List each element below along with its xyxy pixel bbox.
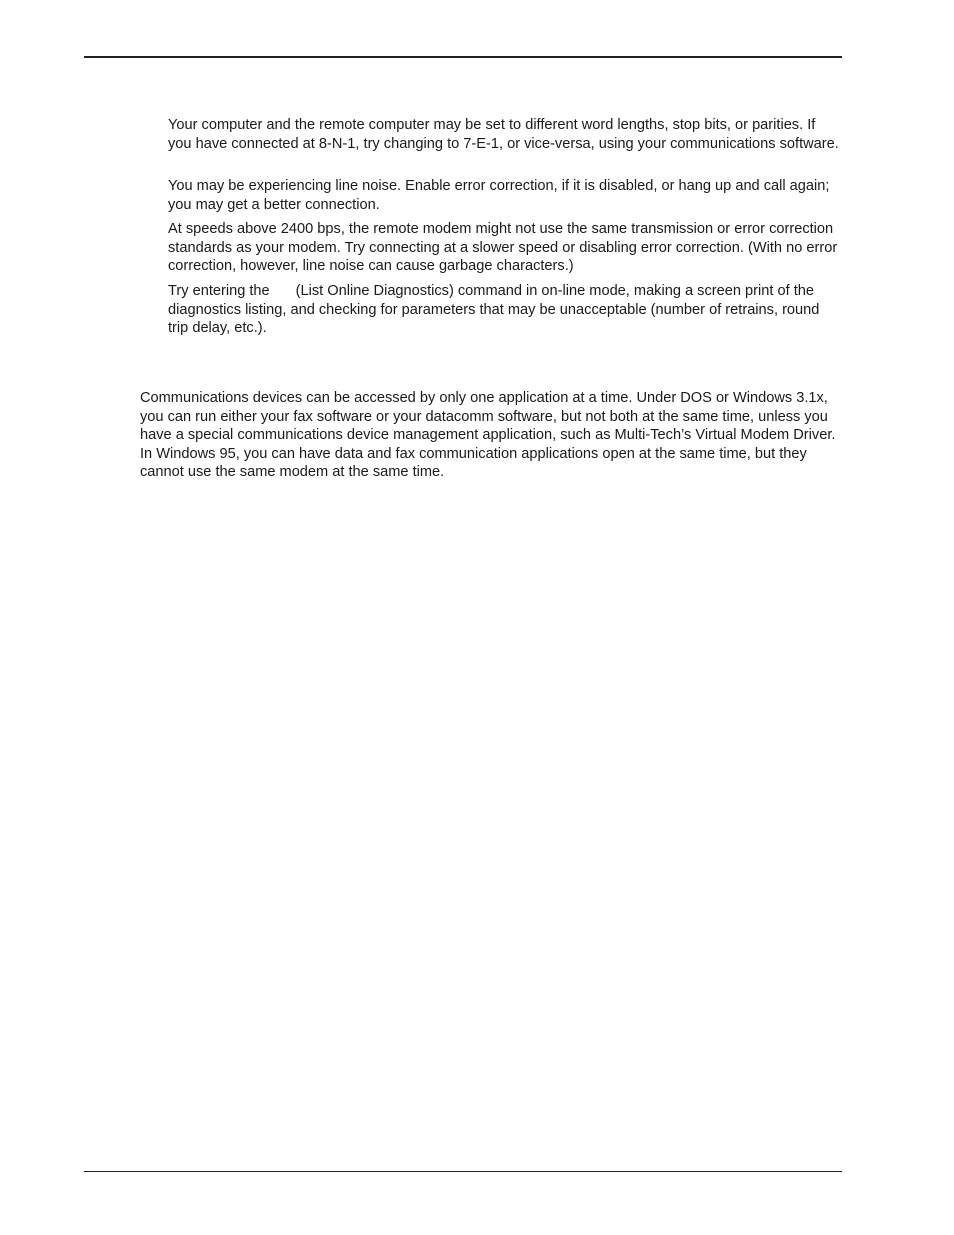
troubleshooting-item-line-noise: You may be experiencing line noise. Enable error correction, if it is disabled, or hang up and call again; you may get a better connection.: [168, 178, 830, 213]
footer-rule: [84, 1171, 842, 1172]
diagnostics-text-before: Try entering the: [168, 283, 270, 299]
troubleshooting-item-diagnostics: [168, 282, 840, 338]
diagnostics-text-after: (List Online Diagnostics) command in on-line mode, making a screen print of the diagnostics listing, and checking for parameters that may be unacceptable (number of retrains, round trip delay, etc.).: [168, 283, 820, 337]
troubleshooting-item-word-length: Your computer and the remote computer may be set to different word lengths, stop bits, or parities. If you have connected at 8-N-1, try changing to 7-E-1, or vice-versa, using your communications software.: [168, 117, 839, 152]
body-paragraph-communications: Communications devices can be accessed by only one application at a time. Under DOS or Windows 3.1x, you can run either your fax software or your datacomm software, but not both at the same time, unless you have a special communications device management application, such as Multi-Tech’s Virtual Modem Driver. In Windows 95, you can have data and fax communication applications open at the same time, but they cannot use the same modem at the same time.: [140, 390, 836, 481]
troubleshooting-item-speed: At speeds above 2400 bps, the remote modem might not use the same transmission or error correction standards as your modem. Try connecting at a slower speed or disabling error correction. (With no error correction, however, line noise can cause garbage characters.): [168, 221, 838, 275]
header-rule: [84, 56, 842, 58]
